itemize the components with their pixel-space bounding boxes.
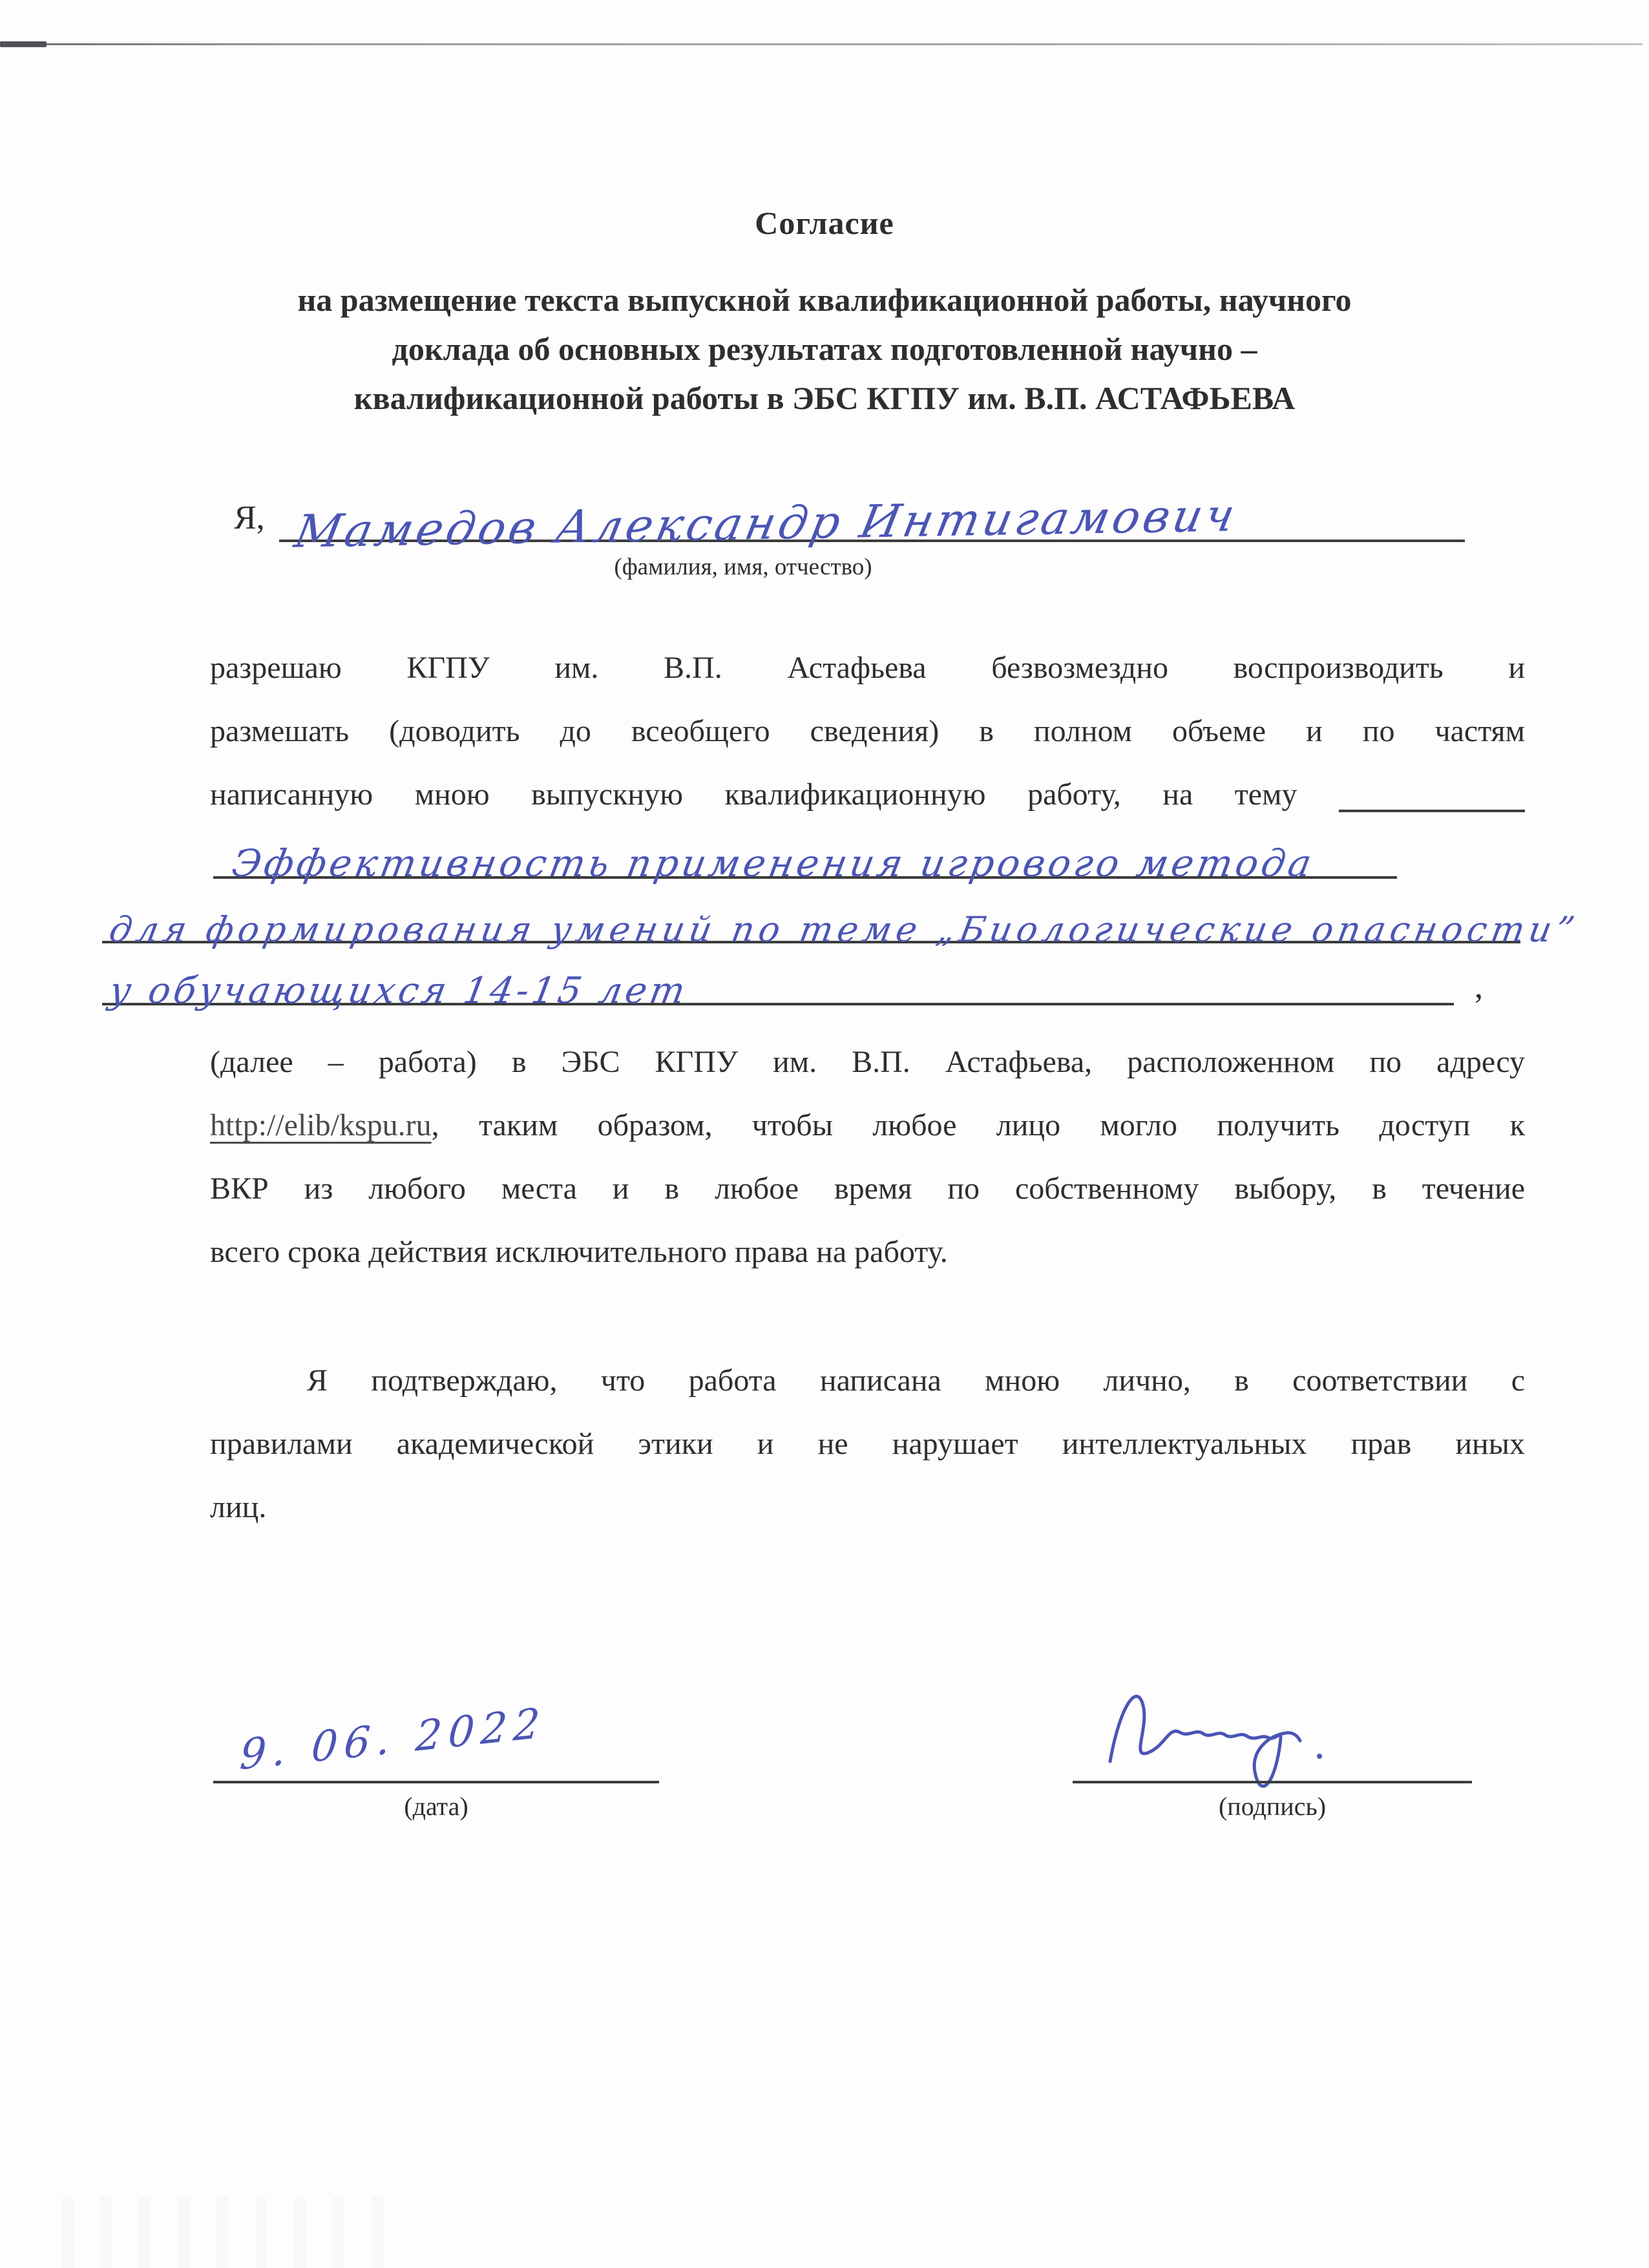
topic-trailing-comma: , bbox=[1475, 969, 1483, 1005]
body-line bbox=[210, 1094, 1525, 1157]
name-underline bbox=[279, 449, 1465, 558]
body-line: лиц. bbox=[210, 1490, 267, 1524]
confirmation-paragraph bbox=[210, 1349, 1525, 1539]
body-line: разрешаю КГПУ им. В.П. Астафьева безвозмездно воспроизводить и bbox=[210, 651, 1525, 685]
body-line: правилами академической этики и не нарушает интеллектуальных прав иных bbox=[210, 1427, 1525, 1461]
scan-artifact-smudge bbox=[61, 2197, 410, 2268]
body-line: ВКР из любого места и в любое время по собственному выбору, в течение bbox=[210, 1171, 1525, 1206]
topic-blank-underline bbox=[1339, 803, 1525, 812]
date-underline bbox=[213, 1745, 659, 1783]
handwritten-topic-line-2: для формирования умений по теме „Биологические опасности” bbox=[106, 909, 1582, 950]
body-line: всего срока действия исключительного права на работу. bbox=[210, 1235, 948, 1269]
body-line: Я подтверждаю, что работа написана мною лично, в соответствии с bbox=[307, 1363, 1525, 1398]
body-line-text: написанную мною выпускную квалификационную работу, на тему bbox=[210, 777, 1297, 812]
handwritten-name: Мамедов Александр Интигамович bbox=[290, 488, 1243, 558]
document-subtitle bbox=[169, 275, 1480, 423]
topic-underline-2 bbox=[102, 876, 1582, 950]
signature-caption: (подпись) bbox=[1218, 1792, 1327, 1821]
placement-paragraph bbox=[210, 1031, 1525, 1284]
handwritten-topic-line-3: у обучающихся 14-15 лет bbox=[106, 970, 692, 1012]
scan-artifact-line bbox=[0, 43, 1643, 45]
elib-url-text: http://elib/kspu.ru bbox=[210, 1108, 432, 1142]
scan-artifact-blob bbox=[0, 41, 47, 47]
handwritten-topic-line-1: Эффективность применения игрового метода bbox=[229, 841, 1318, 885]
body-line: размешать (доводить до всеобщего сведения) в полном объеме и по частям bbox=[210, 714, 1525, 748]
subtitle-line-3: квалификационной работы в ЭБС КГПУ им. В.П. АСТАФЬЕВА bbox=[353, 380, 1296, 416]
permission-paragraph bbox=[210, 636, 1525, 826]
topic-underline-1 bbox=[213, 812, 1397, 885]
body-line: (далее – работа) в ЭБС КГПУ им. В.П. Астафьева, расположенном по адресу bbox=[210, 1045, 1525, 1079]
subtitle-line-1: на размещение текста выпускной квалификационной работы, научного bbox=[297, 282, 1352, 318]
signature-underline bbox=[1073, 1745, 1472, 1783]
handwritten-date: 9. 06. 2022 bbox=[238, 1699, 548, 1780]
body-line-text: , таким образом, чтобы любое лицо могло получить доступ к bbox=[431, 1108, 1525, 1142]
topic-underline-3 bbox=[102, 938, 1454, 1012]
declarant-prefix: Я, bbox=[234, 499, 265, 536]
name-caption: (фамилия, имя, отчество) bbox=[614, 554, 872, 580]
document-title: Согласие bbox=[755, 205, 894, 241]
subtitle-line-2: доклада об основных результатах подготовленной научно – bbox=[392, 331, 1257, 367]
date-caption: (дата) bbox=[404, 1792, 468, 1821]
